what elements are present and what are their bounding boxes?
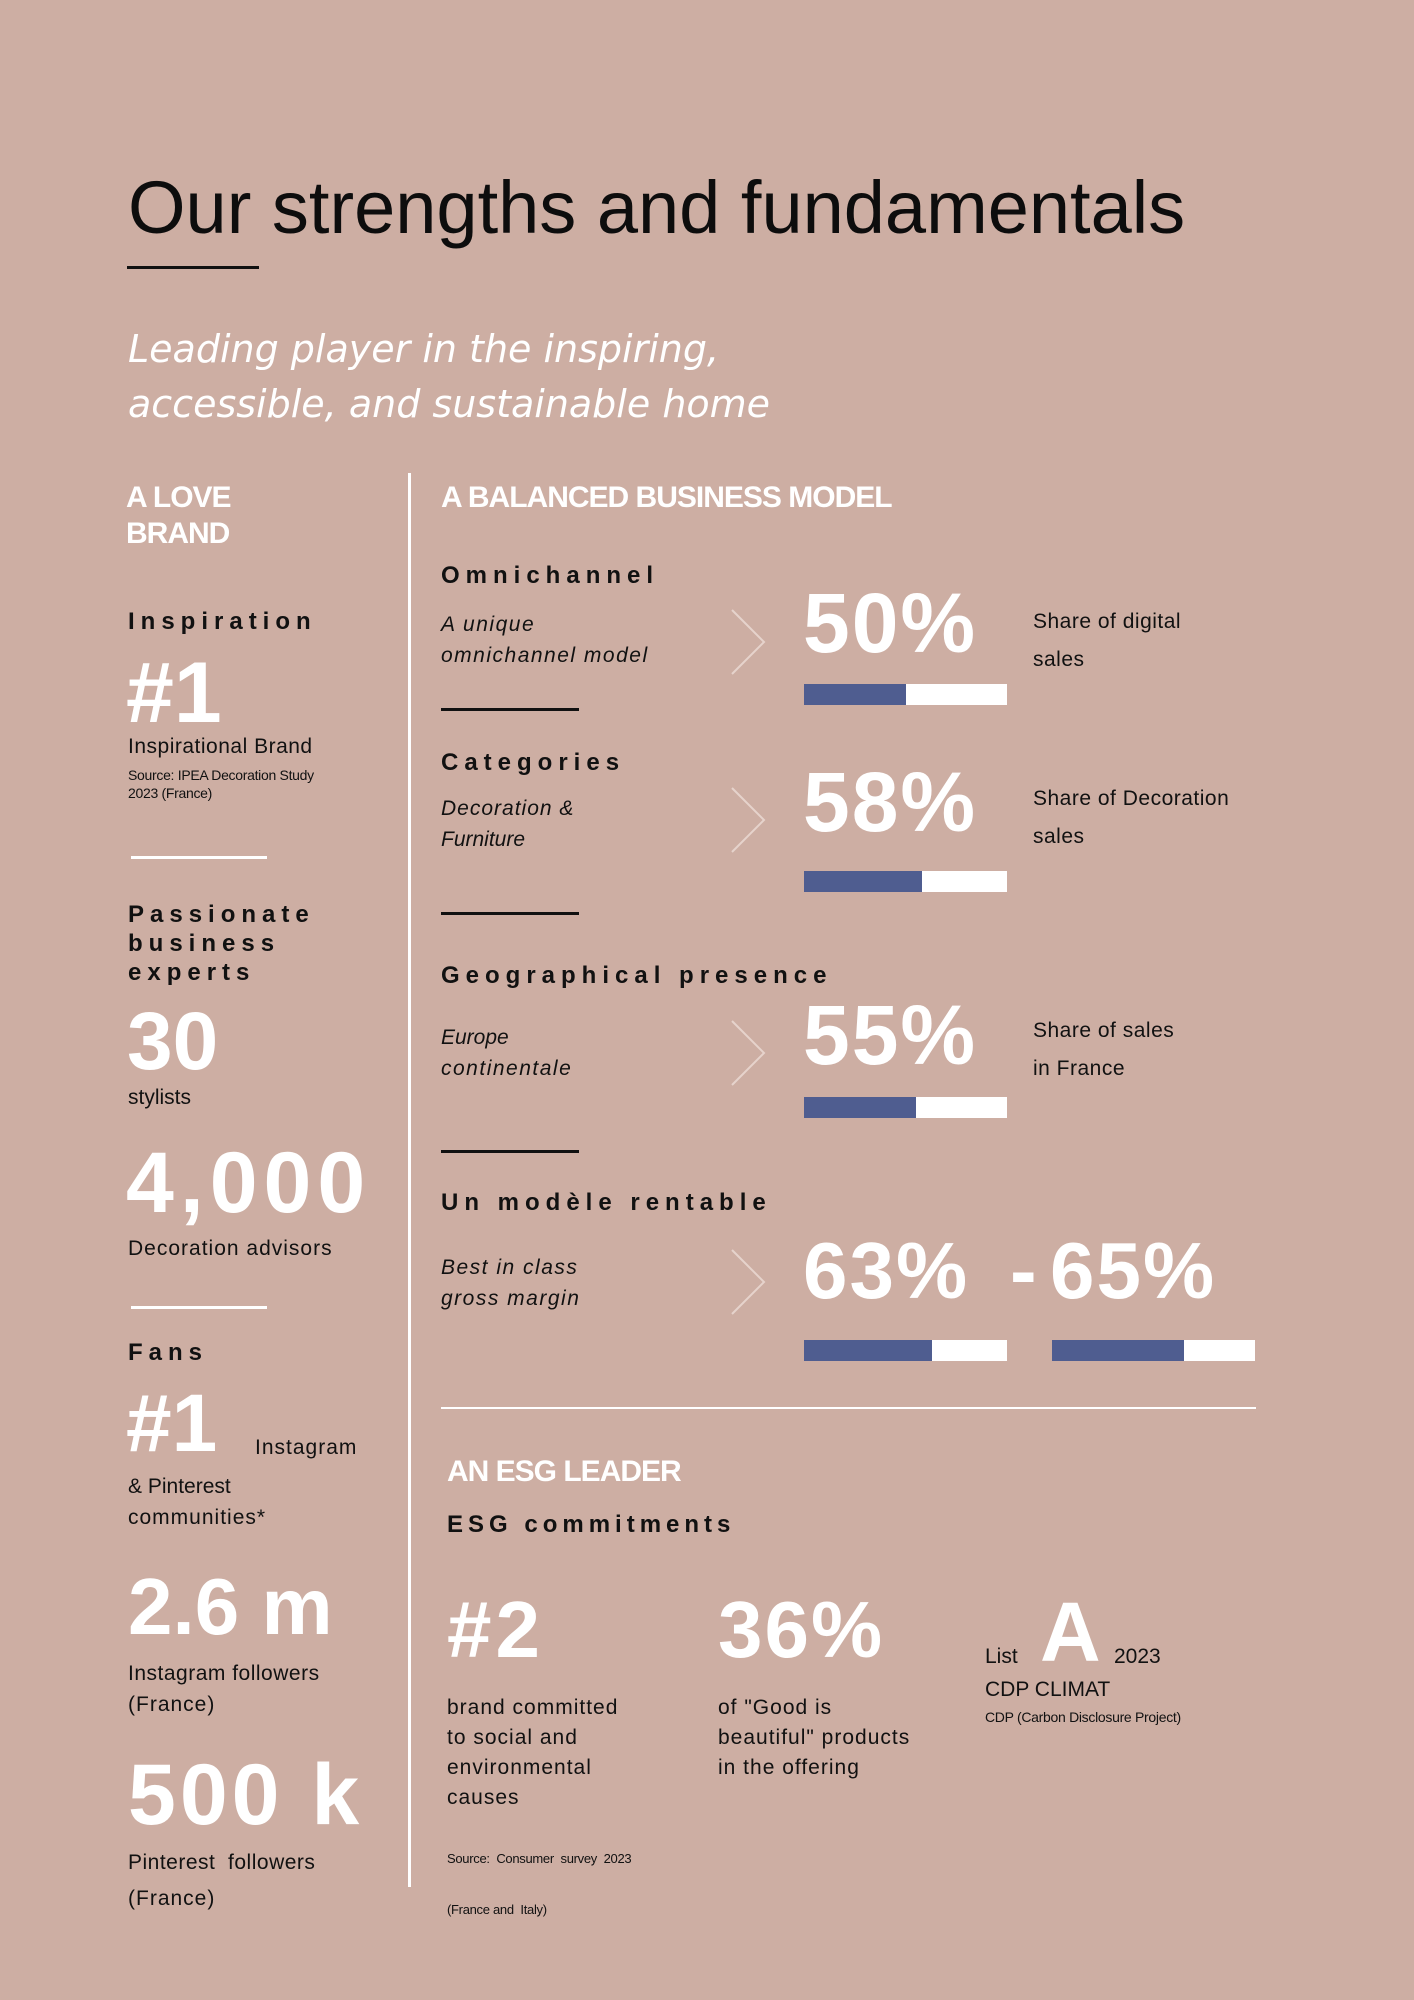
categories-desc	[1033, 780, 1229, 856]
geographical-value: 55%	[803, 988, 978, 1082]
page-title: Our strengths and fundamentals	[128, 166, 1186, 249]
inspiration-source-line-2: 2023 (France)	[128, 785, 213, 801]
experts-label-line-2: business	[128, 930, 281, 957]
omnichannel-share-rest	[906, 684, 1008, 705]
chevron-right-icon	[728, 1247, 768, 1317]
inspiration-source-line-1: Source: IPEA Decoration Study	[128, 767, 314, 783]
categories-note-line-1: Decoration &	[441, 797, 575, 820]
advisors-value: 4,000	[126, 1135, 372, 1231]
geographical-desc-line-2: in France	[1033, 1057, 1126, 1080]
geographical-label: Geographical presence	[441, 962, 833, 989]
esg-products-caption	[718, 1693, 910, 1783]
profitable-model-note-line-2: gross margin	[441, 1287, 581, 1310]
divider-omnichannel	[441, 708, 579, 711]
divider-experts	[131, 1306, 267, 1309]
categories-desc-line-2: sales	[1033, 825, 1085, 848]
column-divider	[408, 473, 411, 1887]
geographical-note-line-1: Europe	[441, 1026, 509, 1049]
instagram-caption-line-1: Instagram followers	[128, 1662, 320, 1685]
fans-value: #1	[126, 1378, 218, 1469]
categories-label: Categories	[441, 749, 626, 776]
chevron-right-icon	[728, 785, 768, 855]
geographical-note-line-2: continentale	[441, 1057, 573, 1080]
fans-label: Fans	[128, 1339, 209, 1366]
categories-note-line-2: Furniture	[441, 828, 526, 851]
geographical-share-fill	[804, 1097, 916, 1118]
geographical-note	[441, 1022, 572, 1084]
love-brand-heading-line-1: A LOVE	[126, 481, 231, 514]
love-brand-heading	[126, 480, 231, 552]
esg-products-value: 36%	[718, 1585, 885, 1674]
experts-label-line-1: Passionate	[128, 901, 315, 928]
omnichannel-note	[441, 609, 649, 671]
fans-caption	[128, 1471, 266, 1533]
gross-margin-high-bar	[1052, 1340, 1255, 1361]
divider-geographical	[441, 1150, 579, 1153]
omnichannel-share-fill	[804, 684, 906, 705]
fans-caption-inline: Instagram	[255, 1436, 358, 1459]
pinterest-followers-value: 500 k	[128, 1747, 364, 1843]
page-subtitle	[128, 322, 770, 432]
title-underline	[127, 266, 259, 269]
categories-share-bar	[804, 871, 1007, 892]
categories-desc-line-1: Share of Decoration	[1033, 787, 1230, 810]
chevron-right-icon	[728, 1018, 768, 1088]
gross-margin-low-bar	[804, 1340, 1007, 1361]
inspiration-label: Inspiration	[128, 608, 317, 635]
instagram-caption-line-2: (France)	[128, 1693, 216, 1716]
geographical-desc	[1033, 1012, 1174, 1088]
esg-products-caption-line-3: in the offering	[718, 1756, 860, 1779]
gross-margin-high-rest	[1184, 1340, 1255, 1361]
esg-rank-source-line-1: Source: Consumer survey 2023	[447, 1851, 632, 1866]
divider-inspiration	[131, 856, 267, 859]
inspiration-caption: Inspirational Brand	[128, 735, 313, 758]
gross-margin-low-value: 63%	[803, 1226, 970, 1315]
pinterest-caption-line-1: Pinterest followers	[128, 1851, 316, 1874]
gross-margin-dash: -	[1010, 1226, 1037, 1315]
categories-value: 58%	[803, 755, 978, 849]
categories-note	[441, 793, 574, 855]
omnichannel-desc-line-1: Share of digital	[1033, 610, 1182, 633]
omnichannel-desc	[1033, 603, 1181, 679]
esg-rank-caption-line-3: environmental	[447, 1756, 592, 1779]
gross-margin-high-value: 65%	[1050, 1226, 1217, 1315]
omnichannel-note-line-2: omnichannel model	[441, 644, 649, 667]
esg-rank-value: #2	[447, 1585, 544, 1674]
esg-label: ESG commitments	[447, 1511, 736, 1538]
subtitle-line-2: accessible, and sustainable home	[128, 382, 771, 426]
esg-rank-source	[447, 1816, 631, 1935]
profitable-model-note	[441, 1252, 580, 1314]
gross-margin-low-rest	[932, 1340, 1007, 1361]
esg-rank-caption-line-1: brand committed	[447, 1696, 619, 1719]
omnichannel-label: Omnichannel	[441, 562, 660, 589]
categories-share-rest	[922, 871, 1007, 892]
business-model-heading: A BALANCED BUSINESS MODEL	[441, 481, 892, 514]
cdp-prefix: List	[985, 1645, 1018, 1668]
pinterest-followers-caption	[128, 1845, 315, 1917]
geographical-share-bar	[804, 1097, 1007, 1118]
categories-share-fill	[804, 871, 922, 892]
divider-categories	[441, 912, 579, 915]
gross-margin-low-fill	[804, 1340, 932, 1361]
love-brand-heading-line-2: BRAND	[126, 517, 230, 550]
cdp-label: CDP CLIMAT	[985, 1678, 1111, 1701]
experts-label-line-3: experts	[128, 959, 256, 986]
esg-rank-caption-line-2: to social and	[447, 1726, 578, 1749]
omnichannel-note-line-1: A unique	[441, 613, 536, 636]
esg-heading: AN ESG LEADER	[447, 1455, 681, 1488]
esg-rank-source-line-2: (France and Italy)	[447, 1902, 547, 1917]
profitable-model-note-line-1: Best in class	[441, 1256, 579, 1279]
gross-margin-high-fill	[1052, 1340, 1184, 1361]
instagram-followers-caption	[128, 1658, 320, 1720]
esg-rank-caption	[447, 1693, 618, 1813]
stylists-value: 30	[127, 996, 219, 1087]
pinterest-caption-line-2: (France)	[128, 1887, 216, 1910]
geographical-share-rest	[916, 1097, 1007, 1118]
cdp-year: 2023	[1114, 1645, 1161, 1668]
stylists-caption: stylists	[128, 1086, 191, 1109]
fans-caption-line-3: communities*	[128, 1506, 267, 1529]
geographical-desc-line-1: Share of sales	[1033, 1019, 1175, 1042]
subtitle-line-1: Leading player in the inspiring,	[128, 327, 720, 371]
omnichannel-value: 50%	[803, 576, 978, 670]
esg-products-caption-line-1: of "Good is	[718, 1696, 833, 1719]
esg-rank-caption-line-4: causes	[447, 1786, 520, 1809]
omnichannel-desc-line-2: sales	[1033, 648, 1085, 671]
chevron-right-icon	[728, 607, 768, 677]
experts-label	[128, 900, 315, 987]
advisors-caption: Decoration advisors	[128, 1237, 333, 1260]
profitable-model-label: Un modèle rentable	[441, 1189, 772, 1216]
fans-caption-line-2: & Pinterest	[128, 1475, 231, 1498]
cdp-source: CDP (Carbon Disclosure Project)	[985, 1709, 1181, 1725]
inspiration-source	[128, 766, 314, 802]
inspiration-value: #1	[126, 645, 222, 741]
instagram-followers-value: 2.6 m	[128, 1562, 333, 1651]
esg-products-caption-line-2: beautiful" products	[718, 1726, 911, 1749]
cdp-grade: A	[1040, 1585, 1101, 1679]
divider-esg	[441, 1407, 1256, 1409]
omnichannel-share-bar	[804, 684, 1007, 705]
